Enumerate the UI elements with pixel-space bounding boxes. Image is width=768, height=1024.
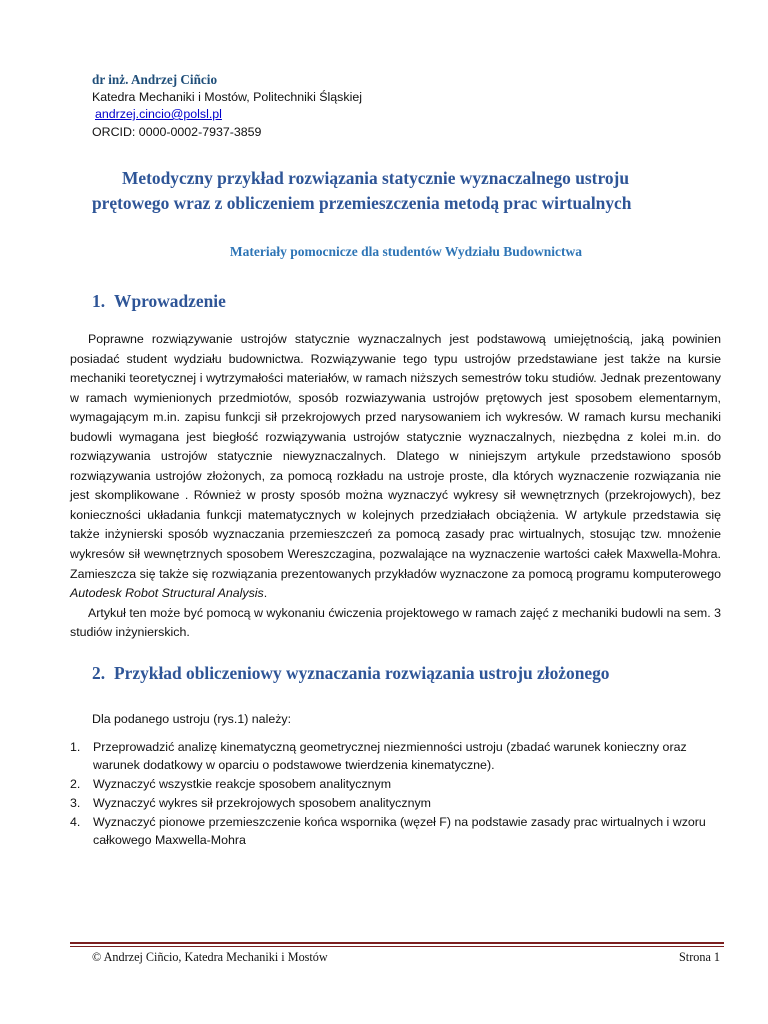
task-list	[70, 738, 720, 850]
footer-rule-thin	[70, 946, 724, 947]
author-affiliation: Katedra Mechaniki i Mostów, Politechniki Śląskiej	[92, 89, 362, 104]
section-1-paragraph-1: Poprawne rozwiązywanie ustrojów statycznie wyznaczalnych jest podstawową umiejętnością, jaką powinien posiadać student wydziału budownictwa. Rozwiązywanie tego typu ustrojów przedstawiane jest także na kursie mechaniki teoretycznej i wytrzymałości materiałów, w ramach niższych semestrów toku studiów. Jednak prezentowany w ramach wymienionych przedmiotów, sposób rozwiazywania ustrojów prętowych jest sposobem elementarnym, wymagającym m.in. zapisu funkcji sił przekrojowych przed narysowaniem ich wykresów. W ramach kursu mechaniki budowli wymagana jest biegłość rozwiązywania ustrojów statycznie wyznaczalnych, niezbędna z kolei m.in. do rozwiązywania ustrojów statycznie niewyznaczalnych. Dlatego w niniejszym artykule przedstawiono sposób rozwiązywania ustrojów złożonych, za pomocą rozkładu na ustroje proste, dla których wyznaczenie rozwiązania nie jest skomplikowane . Również w prosty sposób można wyznaczyć wykresy sił wewnętrznych (przekrojowych), bez konieczności układania funkcji matematycznych w kolejnych przedziałach obciążenia. W artykule przedstawia się także inżynierski sposób wyznaczania przemieszczeń za pomocą zasady prac wirtualnych, stosując tzw. mnożenie wykresów sił wewnętrznych sposobem Wereszczagina, pozwalające na wyznaczenie wartości całek Maxwella-Mohra. Zamieszcza się także się rozwiązania prezentowanych przykładów wyznaczone za pomocą programu komputerowego Autodesk Robot Structural Analysis.	[70, 332, 721, 601]
footer-rule	[70, 942, 724, 944]
title-line-2: prętowego wraz z obliczeniem przemieszczenia metodą prac wirtualnych	[92, 193, 632, 213]
footer-page-number: Strona 1	[679, 950, 720, 964]
author-name: dr inż. Andrzej Ciñcio	[92, 72, 218, 87]
section-2-heading	[92, 663, 609, 684]
list-item: 1. Przeprowadzić analizę kinematyczną geometrycznej niezmienności ustroju (zbadać warunek konieczny oraz warunek dodatkowy w oparciu o podstawowe twierdzenia kinematyczne).	[70, 740, 687, 772]
section-2-intro: Dla podanego ustroju (rys.1) należy:	[92, 712, 292, 726]
document-title	[92, 166, 732, 216]
section-1-heading	[92, 291, 226, 312]
footer-copyright: © Andrzej Ciñcio, Katedra Mechaniki i Mostów	[92, 950, 328, 964]
author-email-link[interactable]: andrzej.cincio@polsl.pl	[95, 107, 222, 121]
title-line-1: Metodyczny przykład rozwiązania statycznie wyznaczalnego ustroju	[122, 168, 630, 188]
section-1-number: 1.	[92, 291, 106, 311]
author-block	[92, 71, 362, 141]
section-2-number: 2.	[92, 663, 106, 683]
section-1-title: Wprowadzenie	[114, 291, 226, 311]
section-1-paragraph-2: Artykuł ten może być pomocą w wykonaniu ćwiczenia projektowego w ramach zajęć z mechaniki budowli na sem. 3 studiów inżynierskich.	[70, 605, 721, 640]
section-2-title: Przykład obliczeniowy wyznaczania rozwiązania ustroju złożonego	[114, 663, 610, 683]
list-item: 4. Wyznaczyć pionowe przemieszczenie końca wspornika (węzeł F) na podstawie zasady prac wirtualnych i wzoru całkowego Maxwella-Mohra	[70, 815, 706, 847]
document-subtitle: Materiały pomocnicze dla studentów Wydziału Budownictwa	[229, 244, 583, 259]
author-orcid: ORCID: 0000-0002-7937-3859	[92, 124, 262, 139]
list-item: 2. Wyznaczyć wszystkie reakcje sposobem analitycznym	[70, 777, 392, 791]
list-item: 3. Wyznaczyć wykres sił przekrojowych sposobem analitycznym	[70, 796, 431, 810]
software-name: Autodesk Robot Structural Analysis	[70, 586, 264, 601]
section-1-body	[70, 330, 721, 643]
